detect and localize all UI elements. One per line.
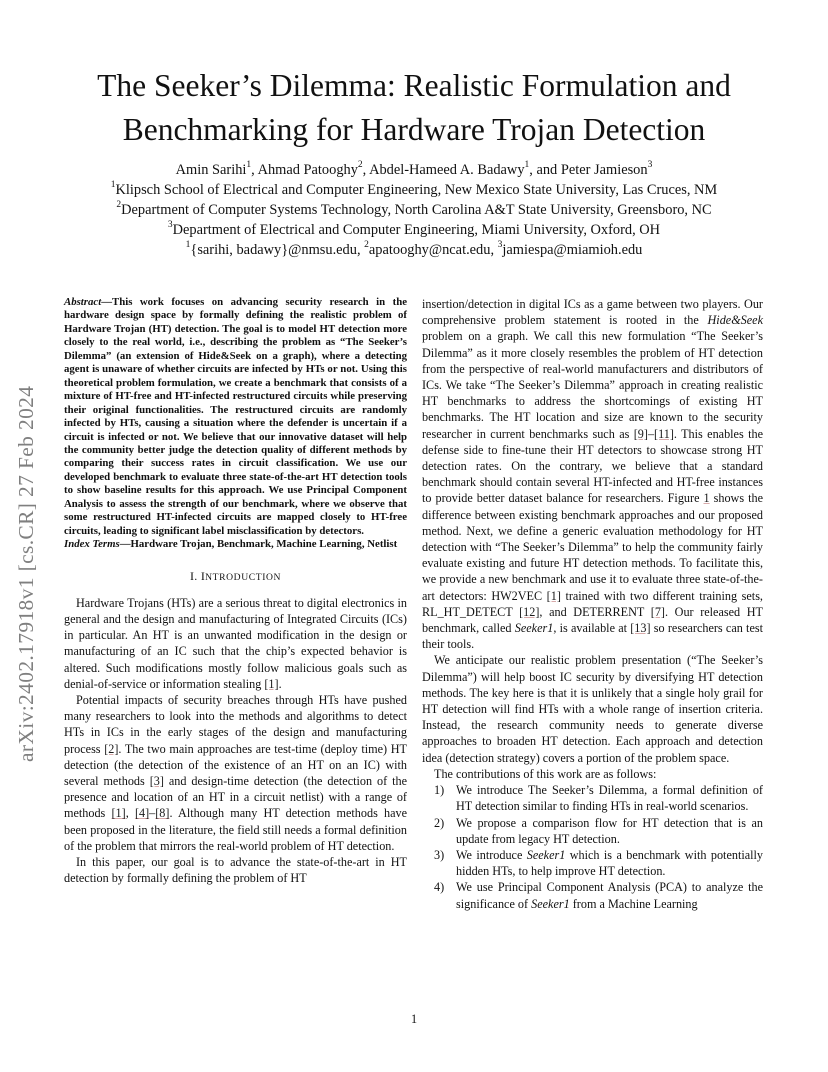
author-separator: , [251, 162, 258, 178]
affiliation-line [20, 180, 808, 200]
affiliation-mark: 1 [185, 240, 191, 251]
index-terms-label: Index Terms [64, 538, 120, 551]
para-text: insertion/detection in digital ICs as a game between two players. Our comprehensive problem statement is rooted in the [422, 297, 763, 328]
para-text: The contributions of this work are as follows: [434, 766, 657, 781]
title-line-1: The Seeker’s Dilemma: Realistic Formulation and [97, 68, 731, 103]
citation-link[interactable]: [1] [264, 676, 279, 691]
section-title-first: I [200, 568, 206, 583]
affiliation-line [20, 200, 808, 220]
list-text: We use Principal Component Analysis (PCA) to analyze the significance of [456, 880, 763, 911]
citation-link[interactable]: [1] [546, 588, 561, 603]
para-text: In this paper, our goal is to advance the state-of-the-art in HT detection by formally defining the problem of HT [64, 855, 407, 886]
para-text: problem on a graph. We call this new formulation “The Seeker’s Dilemma” as it more closely resembles the problem of HT detection from the perspective of real-world manufacturers and distributors of ICs. We take “The Seeker’s Dilemma” approach in creating realistic HT benchmarks to address the shortcomings of existing HT benchmarks. The HT location and size are known to the security researcher in current benchmarks such as [422, 329, 763, 441]
paragraph [64, 595, 407, 692]
list-number: 1) [434, 783, 445, 798]
affiliation-line [20, 220, 808, 240]
para-text: trained with two different training sets, RL_HT_DETECT [422, 588, 763, 619]
para-text: . Our released HT benchmark, called [422, 604, 763, 636]
abstract-label: Abstract [64, 296, 102, 308]
author-name: Ahmad Patooghy [257, 162, 358, 178]
section-title-rest: NTRODUCTION [205, 571, 282, 583]
email-text: apatooghy@ncat.edu, [368, 242, 498, 258]
citation-link[interactable]: [12] [519, 604, 540, 619]
citation-link[interactable]: [9] [633, 426, 648, 441]
para-text: and design-time detection (the detection of the presence and location of an HT in a circuit netlist) with a range of methods [64, 774, 407, 821]
section-heading [64, 568, 407, 586]
citation-link[interactable]: [2] [104, 741, 119, 756]
citation-link[interactable]: [11] [654, 426, 674, 441]
left-column [64, 296, 407, 886]
paragraph [422, 296, 763, 652]
para-text: – [149, 806, 156, 821]
abstract [64, 296, 407, 538]
index-terms [64, 538, 407, 551]
affiliation-text: Department of Electrical and Computer Engineering, Miami University, Oxford, OH [172, 222, 661, 238]
list-emphasis: Seeker1 [526, 847, 566, 862]
affiliation-mark: 1 [110, 180, 116, 191]
affiliation-text: Klipsch School of Electrical and Computer Engineering, New Mexico State University, Las Cruces, NM [115, 182, 718, 198]
list-item [422, 847, 763, 879]
para-text: , is available at [553, 621, 631, 636]
abstract-text: —This work focuses on advancing security research in the hardware design space by formally defining the realistic problem of Hardware Trojan (HT) detection. The goal is to model HT detection more closely to the real world, i.e., describing the problem as “The Seeker’s Dilemma” (an extension of Hide&Seek on a graph), where a detecting agent is unaware of whether circuits are infected by HTs or not. Using this theoretical problem formulation, we create a benchmark that consists of a mixture of HT-free and HT-infected restructured circuits while preserving their original functionalities. The restructured circuits are randomly infected by HTs, causing a situation where the defender is uncertain if a circuit is infected or not. We believe that our innovative dataset will help the community better judge the detection quality of different methods by comparing their success rates in circuit classification. We use our developed benchmark to evaluate three state-of-the-art HT detection tools to show baseline results for this approach. We use Principal Component Analysis to assess the strength of our benchmark, where we observe that some restructured HT-infected circuits are mapped closely to HT-free circuits, leading to significant label misclassification by detectors. [64, 296, 407, 537]
email-text: {sarihi, badawy}@nmsu.edu, [190, 242, 365, 258]
para-text: . The two main approaches are test-time (deploy time) HT detection (the detection of the existence of an HT on an IC) with several methods [64, 741, 407, 789]
affiliation-mark: 1 [246, 160, 252, 171]
para-text: . Although many HT detection methods have been proposed in the literature, the field still needs a formal definition of the problem that mirrors the real-world problem of HT detection. [64, 806, 408, 853]
list-number: 4) [434, 880, 445, 895]
affiliation-mark: 3 [647, 160, 653, 171]
list-text: We introduce [456, 847, 527, 862]
list-item [422, 815, 763, 847]
affiliation-text: Department of Computer Systems Technology, North Carolina A&T State University, Greensboro, NC [121, 202, 712, 218]
paragraph [422, 652, 763, 765]
para-text: . [278, 676, 282, 691]
citation-link[interactable]: [1] [111, 806, 126, 821]
affiliation-mark: 1 [524, 160, 530, 171]
paper-title [40, 64, 788, 152]
list-text: We propose a comparison flow for HT detection that is an update from legacy HT detection. [456, 815, 763, 846]
citation-link[interactable]: [4] [134, 806, 150, 821]
author-list [20, 160, 808, 180]
para-text: so researchers can test their tools. [422, 621, 763, 652]
para-text: Potential impacts of security breaches through HTs have pushed many researchers to look into the methods and algorithms to detect HTs in ICs in the early stages of the design and manufacturing process [64, 693, 407, 756]
list-item [422, 879, 763, 911]
list-emphasis: Seeker1 [531, 896, 570, 911]
paragraph [64, 692, 407, 854]
arxiv-identifier: arXiv:2402.17918v1 [cs.CR] 27 Feb 2024 [14, 385, 38, 762]
citation-link[interactable]: [7] [650, 604, 665, 619]
author-block [20, 160, 808, 260]
index-terms-text: —Hardware Trojan, Benchmark, Machine Learning, Netlist [119, 538, 398, 551]
paragraph [422, 766, 763, 782]
para-text: , [125, 806, 135, 821]
figure-link[interactable]: 1 [703, 491, 710, 506]
author-separator: , and [529, 162, 561, 178]
section-number: I. [189, 568, 198, 583]
para-text: We anticipate our realistic problem presentation (“The Seeker’s Dilemma”) will help boost IC security by diversifying HT detection methods. The key here is that it is unlikely that a single holy grail for HT detection will find HTs with a whole range of insertion criteria. Instead, the research community needs to generate diverse approaches to broaden HT detection. Each approach and detection idea (detection strategy) covers a portion of the problem space. [422, 653, 763, 765]
email-line [20, 240, 808, 260]
list-number: 3) [434, 847, 445, 862]
paragraph [64, 854, 407, 886]
para-text: , and DETERRENT [539, 604, 651, 619]
right-column [422, 296, 763, 912]
list-item [422, 782, 763, 814]
author-separator: , [362, 162, 370, 178]
author-name: Peter Jamieson [560, 162, 648, 178]
list-text: We introduce The Seeker’s Dilemma, a formal definition of HT detection similar to finding HTs in real-world scenarios. [456, 783, 763, 814]
para-text: shows the difference between existing benchmark approaches and our proposed method. Next, we define a generic evaluation methodology for HT detection with “The Seeker’s Dilemma” to help the community fairly evaluate existing and future HT detection methods. To facilitate this, we provide a new benchmark and use it to evaluate three state-of-the-art detectors: HW2VEC [422, 491, 763, 603]
citation-link[interactable]: [13] [630, 621, 651, 636]
citation-link[interactable]: [3] [149, 774, 164, 789]
affiliation-mark: 2 [116, 200, 122, 211]
affiliation-mark: 3 [497, 240, 503, 251]
email-text: jamiespa@miamioh.edu [502, 242, 643, 258]
affiliation-mark: 2 [357, 160, 363, 171]
citation-link[interactable]: [8] [155, 806, 170, 821]
author-name: Abdel-Hameed A. Badawy [369, 162, 525, 178]
page-number: 1 [410, 1012, 418, 1026]
para-text: . This enables the defense side to fine-tune their HT detectors to showcase strong HT detection rates. On the contrary, we believe that a standard benchmark should contain several HT-infected and HT-free instances to provide better dataset balance for researchers. Figure [422, 426, 763, 506]
para-emphasis: Seeker1 [514, 621, 554, 636]
para-emphasis: Hide&Seek [707, 313, 763, 328]
para-text: Hardware Trojans (HTs) are a serious threat to digital electronics in general and the design and manufacturing of Integrated Circuits (ICs) in particular. An HT is an unwanted modification in the design or manufacturing of an IC such that the chip’s expected behavior is altered. Such modifications mostly follow malicious goals such as denial-of-service or information stealing [64, 595, 407, 691]
affiliation-mark: 3 [167, 220, 173, 231]
list-text: which is a benchmark with potentially hidden HTs, to help improve HT detection. [456, 847, 763, 879]
author-name: Amin Sarihi [175, 162, 247, 178]
para-text: – [647, 426, 655, 441]
contribution-list [422, 782, 763, 912]
list-text: from a Machine Learning [569, 896, 698, 911]
affiliation-mark: 2 [364, 240, 369, 251]
title-line-2: Benchmarking for Hardware Trojan Detection [122, 112, 706, 147]
list-number: 2) [434, 815, 445, 830]
